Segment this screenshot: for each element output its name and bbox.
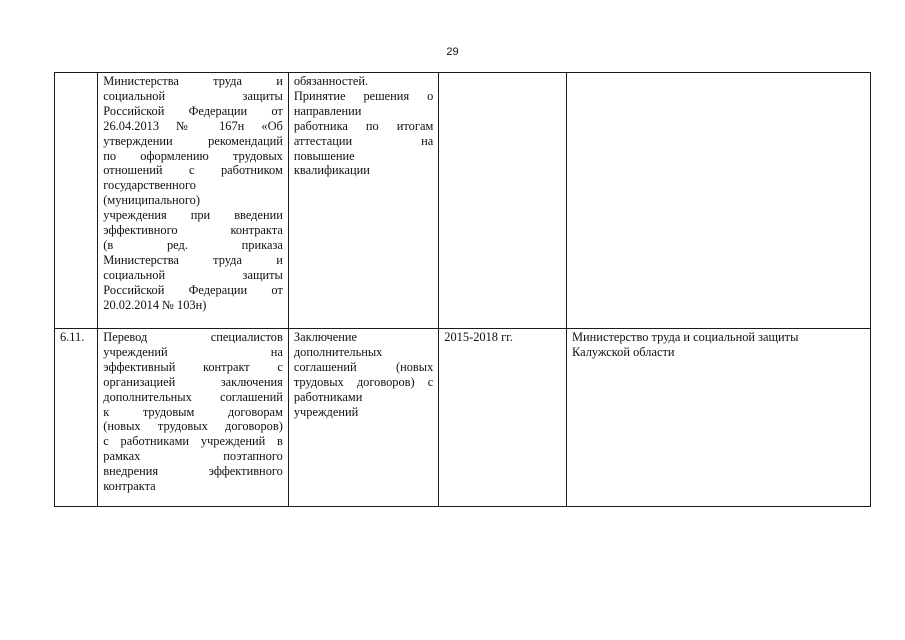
cell-result: [288, 329, 438, 507]
cell-activity: [98, 329, 289, 507]
cell-line: Министерства труда и: [103, 74, 283, 88]
cell-line: 20.02.2014 № 103н): [103, 297, 207, 312]
cell-line: дополнительных соглашений: [103, 389, 283, 404]
cell-line: работника по итогам: [293, 118, 434, 133]
cell-line: направлении: [293, 103, 362, 118]
cell-line: учреждений: [293, 404, 359, 419]
cell-line: государственного: [103, 178, 196, 193]
cell-line: Перевод специалистов: [103, 330, 283, 344]
cell-line: трудовых договоров) с: [293, 374, 434, 389]
cell-line: утверждении рекомендаций: [103, 133, 283, 148]
cell-line: дополнительных: [293, 344, 383, 359]
table-row: [55, 329, 871, 507]
cell-responsible: [567, 329, 871, 507]
cell-line: квалификации: [293, 163, 370, 178]
cell-line: повышение: [293, 148, 355, 163]
cell-line: социальной защиты: [103, 267, 283, 282]
cell-line: контракта: [103, 479, 156, 494]
cell-line: Российской Федерации от: [103, 103, 283, 118]
cell-line: внедрения эффективного: [103, 464, 283, 479]
cell-line: аттестации на: [293, 133, 434, 148]
cell-line: Калужской области: [572, 344, 675, 359]
cell-line: отношений с работником: [103, 163, 283, 178]
cell-line: (в ред. приказа: [103, 237, 283, 252]
cell-line: Министерства труда и: [103, 252, 283, 267]
cell-line: соглашений (новых: [293, 359, 434, 374]
cell-line: эффективного контракта: [103, 223, 283, 238]
cell-activity: [98, 73, 289, 329]
cell-line: с работниками учреждений в: [103, 434, 283, 449]
cell-item-number: 6.11.: [55, 329, 98, 507]
cell-line: социальной защиты: [103, 88, 283, 103]
cell-line: работниками: [293, 389, 363, 404]
cell-line: учреждения при введении: [103, 208, 283, 223]
cell-line: Принятие решения о: [293, 88, 434, 103]
cell-line: учреждений на: [103, 344, 283, 359]
page-number: 29: [446, 46, 459, 58]
table-row: [55, 73, 871, 329]
cell-line: к трудовым договорам: [103, 404, 283, 419]
cell-line: 2015-2018 гг.: [444, 330, 513, 344]
cell-line: эффективный контракт с: [103, 359, 283, 374]
cell-line: обязанностей.: [293, 74, 369, 88]
cell-item-number: [55, 73, 98, 329]
cell-result: [288, 73, 438, 329]
cell-responsible: [567, 73, 871, 329]
cell-line: организацией заключения: [103, 374, 283, 389]
cell-term: [439, 73, 567, 329]
cell-line: 26.04.2013 № 167н «Об: [103, 118, 283, 133]
cell-line: по оформлению трудовых: [103, 148, 283, 163]
cell-line: Российской Федерации от: [103, 282, 283, 297]
cell-line: рамках поэтапного: [103, 449, 283, 464]
cell-term: [439, 329, 567, 507]
cell-line: (новых трудовых договоров): [103, 419, 283, 434]
cell-line: Министерство труда и социальной защиты: [572, 330, 799, 344]
cell-line: (муниципального): [103, 193, 200, 208]
cell-line: Заключение: [293, 330, 358, 344]
measures-table: [54, 72, 871, 507]
